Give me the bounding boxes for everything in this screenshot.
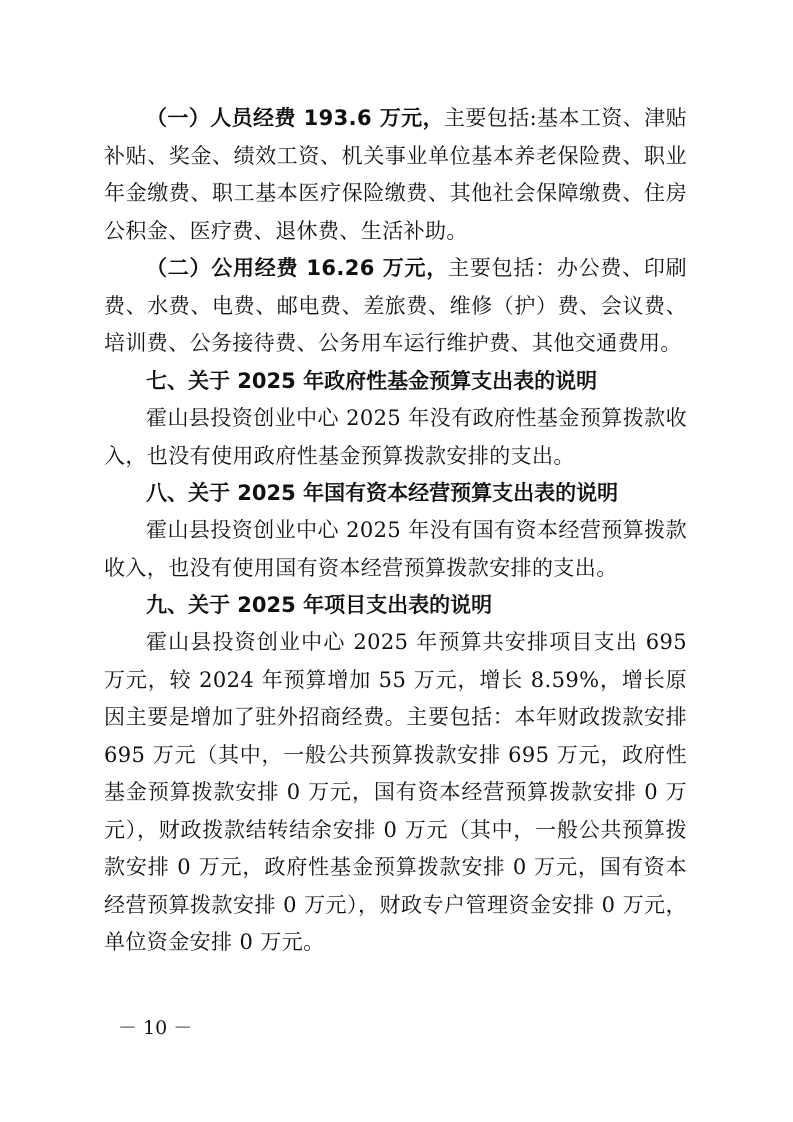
- heading-section-9: 九、关于 2025 年项目支出表的说明: [146, 593, 493, 617]
- public-expenses-body: 主要包括：办公费、印刷费、水费、电费、邮电费、差旅费、维修（护）费、会议费、培训费、公务接待费、公务用车运行维护费、其他交通费用。: [104, 256, 687, 355]
- paragraph-section-8: 霍山县投资创业中心 2025 年没有国有资本经营预算拨款收入，也没有使用国有资本经营预算拨款安排的支出。: [104, 518, 687, 580]
- personnel-expenses-lead: （一）人员经费 193.6 万元，: [146, 106, 444, 130]
- paragraph-section-7: 霍山县投资创业中心 2025 年没有政府性基金预算拨款收入，也没有使用政府性基金预算拨款安排的支出。: [104, 406, 687, 468]
- heading-section-7: 七、关于 2025 年政府性基金预算支出表的说明: [146, 369, 598, 393]
- paragraph-personnel-expenses: [104, 100, 687, 250]
- heading-section-8: 八、关于 2025 年国有资本经营预算支出表的说明: [146, 481, 619, 505]
- public-expenses-lead: （二）公用经费 16.26 万元，: [146, 256, 449, 280]
- paragraph-public-expenses: [104, 250, 687, 363]
- personnel-expenses-body: 主要包括:基本工资、津贴补贴、奖金、绩效工资、机关事业单位基本养老保险费、职业年金缴费、职工基本医疗保险缴费、其他社会保障缴费、住房公积金、医疗费、退休费、生活补助。: [104, 106, 687, 243]
- paragraph-section-9: 霍山县投资创业中心 2025 年预算共安排项目支出 695 万元，较 2024 年预算增加 55 万元，增长 8.59%，增长原因主要是增加了驻外招商经费。主要包括：本年财政拨款安排 695 万元（其中，一般公共预算拨款安排 695 万元，政府性基金预算拨款安排 0 万元，国有资本经营预算拨款安排 0 万元），财政拨款结转结余安排 0 万元（其中，一般公共预算拨款安排 0 万元，政府性基金预算拨款安排 0 万元，国有资本经营预算拨款安排 0 万元），财政专户管理资金安排 0 万元，单位资金安排 0 万元。: [104, 630, 687, 954]
- page-number: － 10 －: [118, 1017, 193, 1039]
